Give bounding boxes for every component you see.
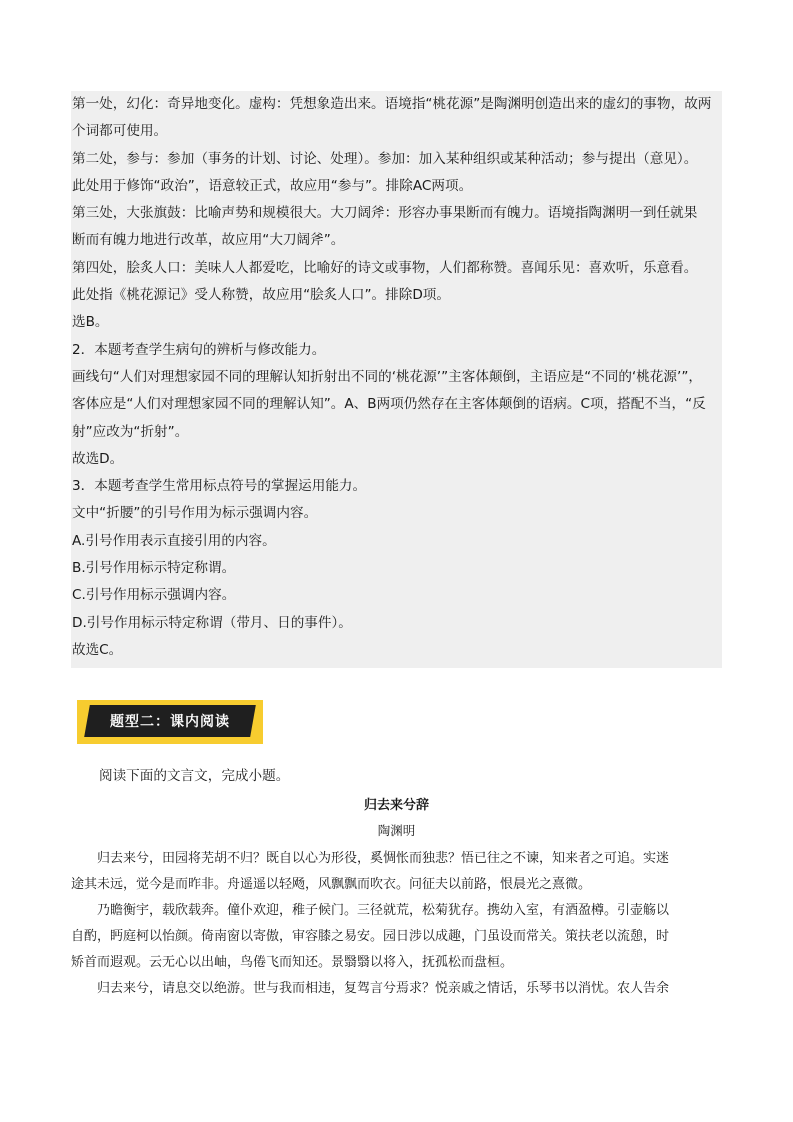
answer-line: 此处用于修饰“政治”，语意较正式，故应用“参与”。排除AC两项。 (72, 177, 473, 194)
answer-explanation-box (71, 91, 722, 668)
section-tag-title: 题型二：课内阅读 (110, 714, 230, 730)
answer-line: 第四处，脍炙人口：美味人人都爱吃，比喻好的诗文或事物，人们都称赞。喜闻乐见：喜欢听，乐意看。 (72, 259, 698, 276)
answer-line: D.引号作用标示特定称谓（带月、日的事件）。 (72, 614, 352, 631)
answer-line: C.引号作用标示强调内容。 (72, 587, 236, 604)
poem-line: 乃瞻衡宇，载欣载奔。僮仆欢迎，稚子候门。三径就荒，松菊犹存。携幼入室，有酒盈樽。引壶觞以 (71, 903, 670, 918)
answer-line: 3．本题考查学生常用标点符号的掌握运用能力。 (72, 478, 367, 495)
answer-line: 此处指《桃花源记》受人称赞，故应用“脍炙人口”。排除D项。 (72, 287, 450, 304)
poem-line: 途其未远，觉今是而昨非。舟遥遥以轻飏，风飘飘而吹衣。问征夫以前路，恨晨光之熹微。 (71, 877, 592, 892)
answer-line: 个词都可使用。 (72, 123, 168, 140)
answer-line: 2．本题考查学生病句的辨析与修改能力。 (72, 341, 326, 358)
poem-author: 陶渊明 (377, 823, 416, 838)
poem-line: 归去来兮，田园将芜胡不归？既自以心为形役，奚惆怅而独悲？悟已往之不谏，知来者之可追。实迷 (71, 851, 670, 866)
poem-title: 归去来兮辞 (363, 798, 429, 813)
answer-line: 第一处，幻化：奇异地变化。虚构：凭想象造出来。语境指“桃花源”是陶渊明创造出来的虚幻的事物，故两 (72, 96, 712, 112)
answer-line: 第三处，大张旗鼓：比喻声势和规模很大。大刀阔斧：形容办事果断而有魄力。语境指陶渊明一到任就果 (72, 205, 698, 222)
answer-line: 第二处，参与：参加（事务的计划、讨论、处理）。参加：加入某种组织或某种活动；参与提出（意见）。 (72, 150, 698, 167)
answer-line: 文中“折腰”的引号作用为标示强调内容。 (72, 505, 318, 522)
answer-line: A.引号作用表示直接引用的内容。 (72, 532, 276, 549)
reading-instruction: 阅读下面的文言文，完成小题。 (99, 768, 290, 784)
answer-line: B.引号作用标示特定称谓。 (72, 560, 236, 577)
answer-line: 画线句“人们对理想家园不同的理解认知折射出不同的‘桃花源’”主客体颠倒，主语应是“不同的‘桃花源’”， (72, 368, 702, 385)
answer-line: 选B。 (72, 314, 109, 331)
answer-line: 断而有魄力地进行改革，故应用“大刀阔斧”。 (72, 232, 345, 249)
poem-line: 自酌，眄庭柯以怡颜。倚南窗以寄傲，审容膝之易安。园日涉以成趣，门虽设而常关。策扶老以流憩，时 (71, 929, 670, 944)
answer-line: 故选D。 (72, 450, 124, 467)
poem-line: 归去来兮，请息交以绝游。世与我而相违，复驾言兮焉求？悦亲戚之情话，乐琴书以消忧。农人告余 (71, 981, 670, 996)
answer-line: 客体应是“人们对理想家园不同的理解认知”。A、B两项仍然存在主客体颠倒的语病。C项，搭配不当，“反 (72, 396, 706, 413)
answer-line: 射”应改为“折射”。 (72, 423, 189, 440)
section-tag-banner (77, 700, 263, 744)
poem-line: 矫首而遐观。云无心以出岫，鸟倦飞而知还。景翳翳以将入，抚孤松而盘桓。 (71, 955, 514, 970)
answer-line: 故选C。 (72, 641, 123, 658)
poem-body (71, 846, 722, 1002)
